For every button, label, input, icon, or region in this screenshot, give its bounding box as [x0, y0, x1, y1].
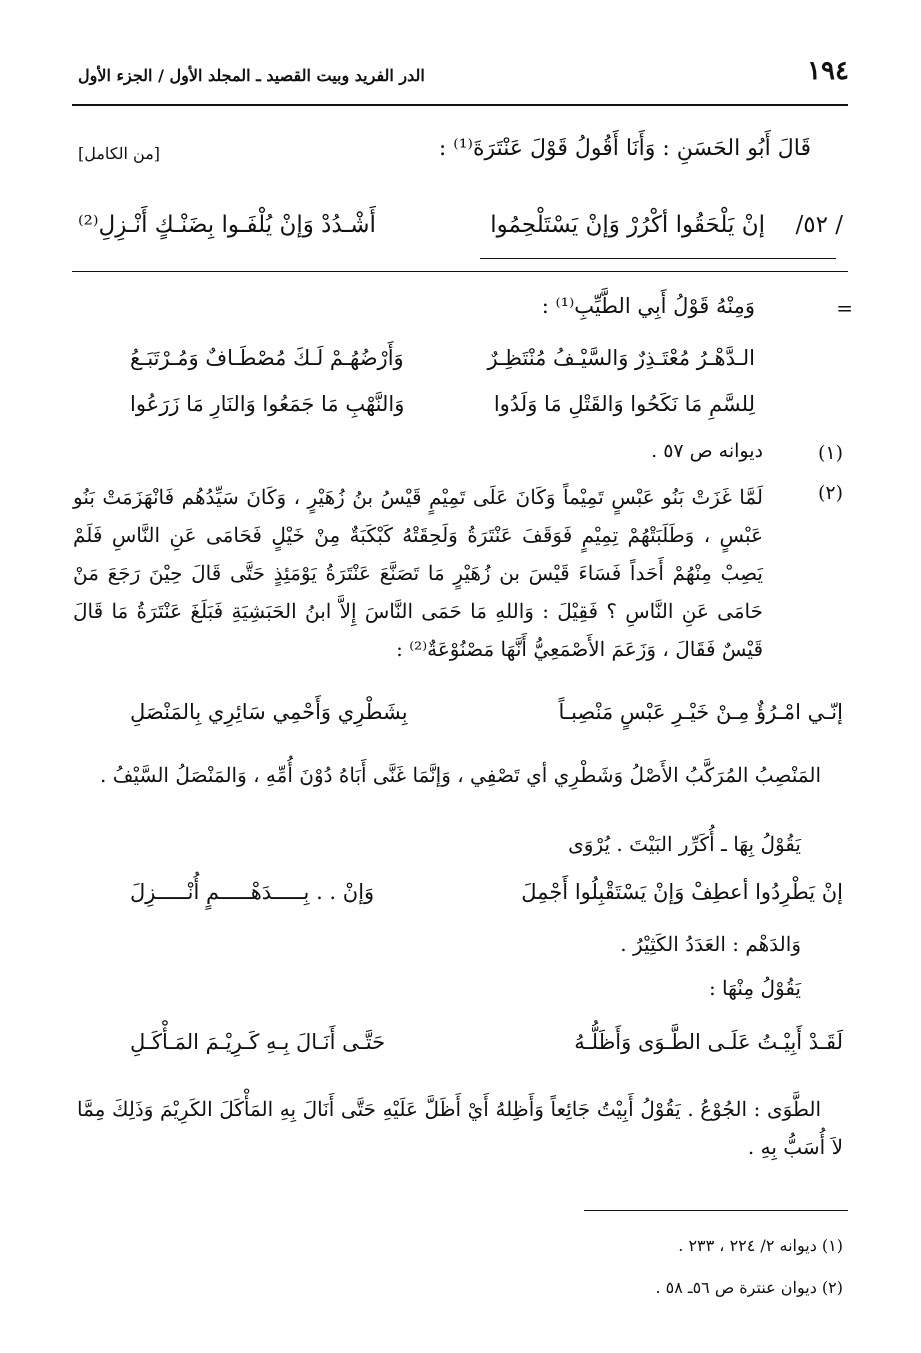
tayyib-intro: وَمِنْهُ قَوْلُ أَبِي الطَّيِّبِ⁽¹⁾ : [541, 294, 755, 318]
page-number: ١٩٤ [807, 56, 849, 86]
mansib-explanation: المَنْصِبُ المُرَكَّبُ الأَصْلُ وَشَطْرِي أي تَصْفِي ، وَإنَّمَا غَنَّى أَبَاهُ دُوْنَ أُمِّهِ ، وَالمَنْصَلُ السَّيْفُ . [100, 763, 821, 787]
verse-underline [480, 258, 836, 259]
footnote-1-number: (١) [817, 442, 843, 464]
running-header-title: الدر الفريد وبيت القصيد ـ المجلد الأول / الجزء الأول [78, 66, 425, 85]
bottom-footnote-2: (٢) ديوان عنترة ص ٥٦ـ ٥٨ . [655, 1278, 843, 1297]
bottom-footnote-1: (١) ديوانه ٢/ ٢٢٤ ، ٢٣٣ . [678, 1236, 843, 1255]
yaqul-line-1: يَقُوْلُ بِهَا ـ أُكَرِّر البَيْتَ . يُرْوَى [568, 832, 801, 856]
footnote-2-paragraph: لَمَّا غَزَتْ بَنُو عَبْسٍ تَمِيْماً وَكَانَ عَلَى تَمِيْمٍ قَيْسُ بنُ زُهَيْرٍ ، وَكَانَ سَيِّدُهُم فَانْهَزَمَتْ بَنُو عَبْسٍ ، وَطَلَبَتْهُمْ تِمِيْمٍ فَوَقَفَ عَنْتَرَةُ وَلَحِقَتْهُ كَبْكَبَةٌ مِنْ خَيْلٍ فَحَامَى عَنِ النَّاسِ فَلَمْ يَصِبْ مِنْهُمْ أَحَداً فَسَاءَ قَيْسَ بن زُهَيْرٍ مَا تَصَنَّعَ عَنْتَرَةُ يَوْمَئِذٍ حَتَّى قَالَ حِيْنَ رَجَعَ مَنْ حَامَى عَنِ النَّاسِ ؟ فَقِيْلَ : وَاللهِ مَا حَمَى النَّاسَ إِلاَّ ابنُ الحَبَشِيَةِ فَبَلَغَ عَنْتَرَةُ مَا قَالَ قَيْسٌ فَقَالَ ، وَزَعَمَ الأَصْمَعِيُّ أَنَّهَا مَصْنُوْعَةٌ⁽²⁾ : [73, 485, 763, 661]
meter-label: [من الكامل] [78, 144, 161, 163]
variant-verse-left: وَإنْ . . بِـــــدَهْـــــمٍ أُنْـــــزِلَ [130, 880, 375, 904]
verse-hemistich-2: أَشْـدُدْ وَإنْ يُلْفَـوا بِضَنْـكٍ أَنْـزِلِ⁽²⁾ [78, 212, 376, 238]
footnote-section-rule [72, 271, 848, 272]
yaqul-line-2: يَقُوْلُ مِنْهَا : [708, 976, 801, 1000]
antara-verse-right: إنّـي امْـرُؤٌ مِـنْ خَيْـرِ عَبْسٍ مَنْصِبـاً [558, 700, 843, 724]
antara-verse-left: بِشَطْرِي وَأَحْمِي سَائِرِي بِالمَنْصَلِ [130, 700, 408, 724]
header-rule [72, 104, 848, 106]
variant-verse-right: إنْ يَطْرِدُوا أعطِفْ وَإنْ يَسْتَقْبِلُوا أَجْمِلَ [521, 880, 843, 904]
tayyib-line-2-left: وَالنَّهْبِ مَا جَمَعُوا وَالنَارِ مَا زَرَعُوا [130, 392, 405, 416]
tayyib-line-1-right: الـدَّهْـرُ مُعْتَـذِرٌ وَالسَّيْـفُ مُنْتَظِـرٌ [487, 346, 755, 370]
verse-number: / ٥٢/ [795, 212, 843, 238]
bottom-footnote-rule [584, 1210, 848, 1211]
tawa-explanation: الطَّوَى : الجُوْعُ . يَقُوْلُ أَبِيْتُ جَائِعاً وَأَظِلهُ أَيْ أَظَلَّ عَلَيْهِ حَتَّى أَنَالَ بِهِ المَأْكَلَ الكَرِيْمَ وَذَلِكَ مِمَّا لاَ أُسَبُّ بِهِ . [77, 1097, 843, 1159]
dahm-definition: وَالدَهْم : العَدَدُ الكَثِيْرُ . [620, 932, 801, 956]
footnote-1-text: ديوانه ص ٥٧ . [651, 440, 763, 462]
tawa-verse-left: حَتَّـى أَنَـالَ بِـهِ كَـرِيْـمَ المَـأْكَـلِ [130, 1030, 386, 1054]
continuation-mark: = [836, 296, 853, 320]
tayyib-line-1-left: وَأَرْضُهُـمْ لَـكَ مُصْطَـافٌ وَمُـرْتَبَـعُ [130, 346, 404, 370]
intro-line: قَالَ أَبُو الحَسَنِ : وَأَنَا أَقُولُ قَوْلَ عَنْتَرَةَ⁽¹⁾ : [438, 136, 811, 161]
tawa-verse-right: لَقَـدْ أَبِيْـتُ عَلَـى الطَّـوَى وَأَظَلُّـهُ [574, 1030, 843, 1054]
tayyib-line-2-right: لِلسَّمِ مَا نَكَحُوا وَالقَتْلِ مَا وَلَدُوا [493, 392, 755, 416]
footnote-2-number: (٢) [817, 482, 843, 504]
verse-hemistich-1: إنْ يَلْحَقُوا أكْرُرْ وَإنْ يَسْتَلْحِمُوا [490, 212, 765, 238]
